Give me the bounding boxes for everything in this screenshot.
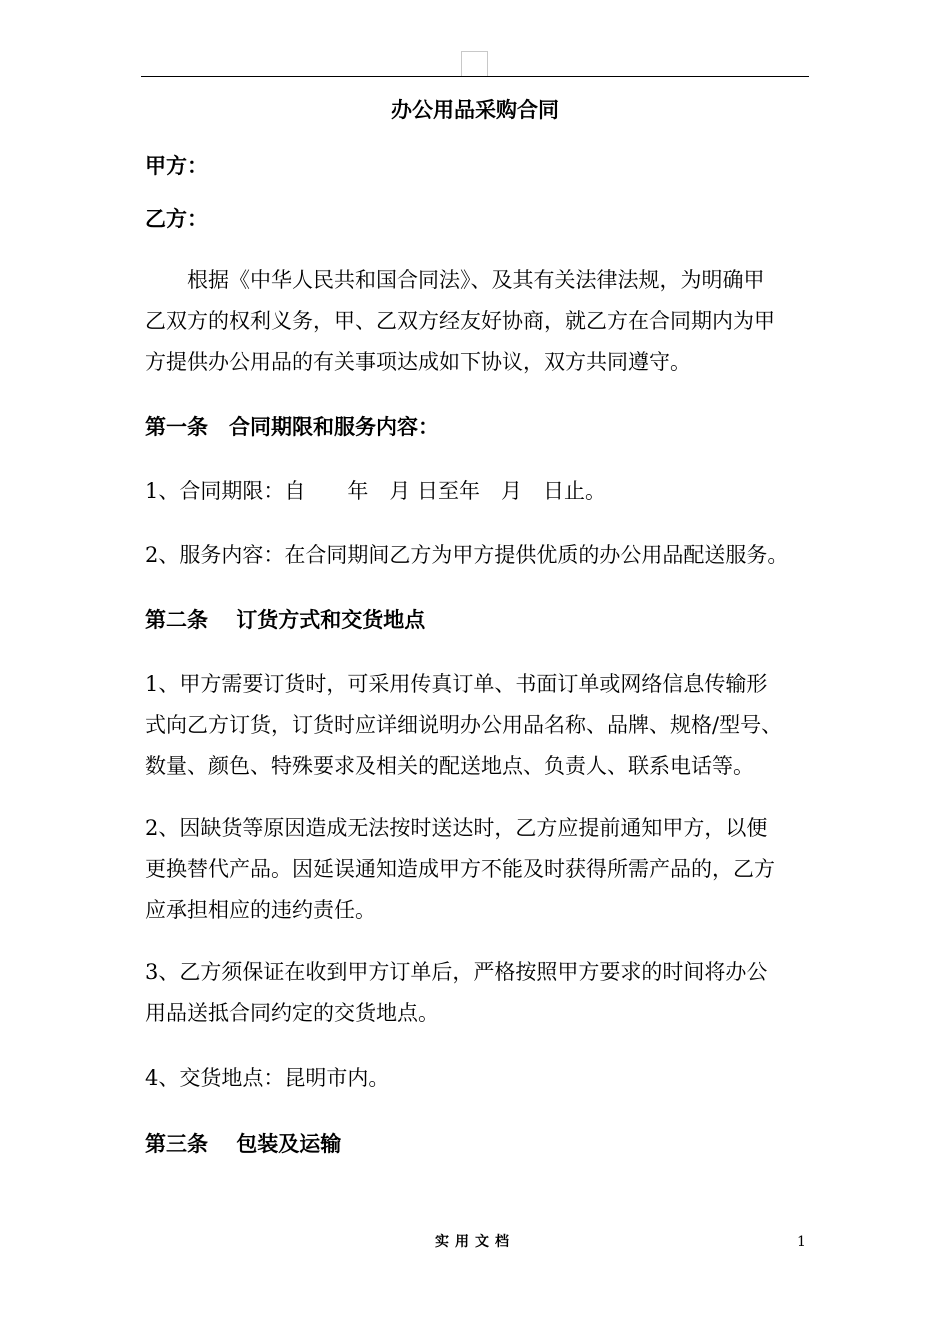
article-2-item-3-line-1: 3、乙方须保证在收到甲方订单后，严格按照甲方要求的时间将办公 — [145, 960, 768, 984]
intro-line-2: 乙双方的权利义务，甲、乙双方经友好协商，就乙方在合同期内为甲 — [145, 309, 775, 333]
header-tab-box — [461, 51, 488, 76]
article-2-item-4: 4、交货地点：昆明市内。 — [145, 1066, 390, 1090]
article-3-heading: 第三条 包装及运输 — [145, 1131, 342, 1156]
footer-label: 实用文档 — [435, 1234, 515, 1250]
article-2-item-3-line-2: 用品送抵合同约定的交货地点。 — [145, 1001, 439, 1025]
article-2-item-1-line-1: 1、甲方需要订货时，可采用传真订单、书面订单或网络信息传输形 — [145, 672, 768, 696]
page-number: 1 — [797, 1234, 806, 1250]
intro-line-3: 方提供办公用品的有关事项达成如下协议，双方共同遵守。 — [145, 350, 691, 374]
header-rule — [141, 76, 809, 77]
intro-line-1: 根据《中华人民共和国合同法》、及其有关法律法规，为明确甲 — [145, 268, 765, 292]
article-2-item-1 — [145, 664, 815, 787]
intro-paragraph — [145, 260, 815, 383]
article-2-heading: 第二条 订货方式和交货地点 — [145, 607, 426, 632]
article-1-item-1: 1、合同期限：自 年 月 日至年 月 日止。 — [145, 479, 607, 503]
article-1-item-2: 2、服务内容：在合同期间乙方为甲方提供优质的办公用品配送服务。 — [145, 543, 789, 567]
article-2-item-2-line-1: 2、因缺货等原因造成无法按时送达时，乙方应提前通知甲方，以便 — [145, 816, 768, 840]
article-2-item-1-line-2: 式向乙方订货，订货时应详细说明办公用品名称、品牌、规格/型号、 — [145, 713, 783, 737]
article-2-item-2 — [145, 808, 815, 931]
document-title: 办公用品采购合同 — [391, 97, 559, 122]
party-a-label: 甲方： — [145, 153, 208, 178]
article-2-item-2-line-3: 应承担相应的违约责任。 — [145, 898, 376, 922]
article-2-item-3 — [145, 952, 815, 1034]
article-2-item-1-line-3: 数量、颜色、特殊要求及相关的配送地点、负责人、联系电话等。 — [145, 754, 754, 778]
party-b-label: 乙方： — [145, 206, 208, 231]
article-1-heading: 第一条 合同期限和服务内容： — [145, 414, 439, 439]
article-2-item-2-line-2: 更换替代产品。因延误通知造成甲方不能及时获得所需产品的，乙方 — [145, 857, 775, 881]
